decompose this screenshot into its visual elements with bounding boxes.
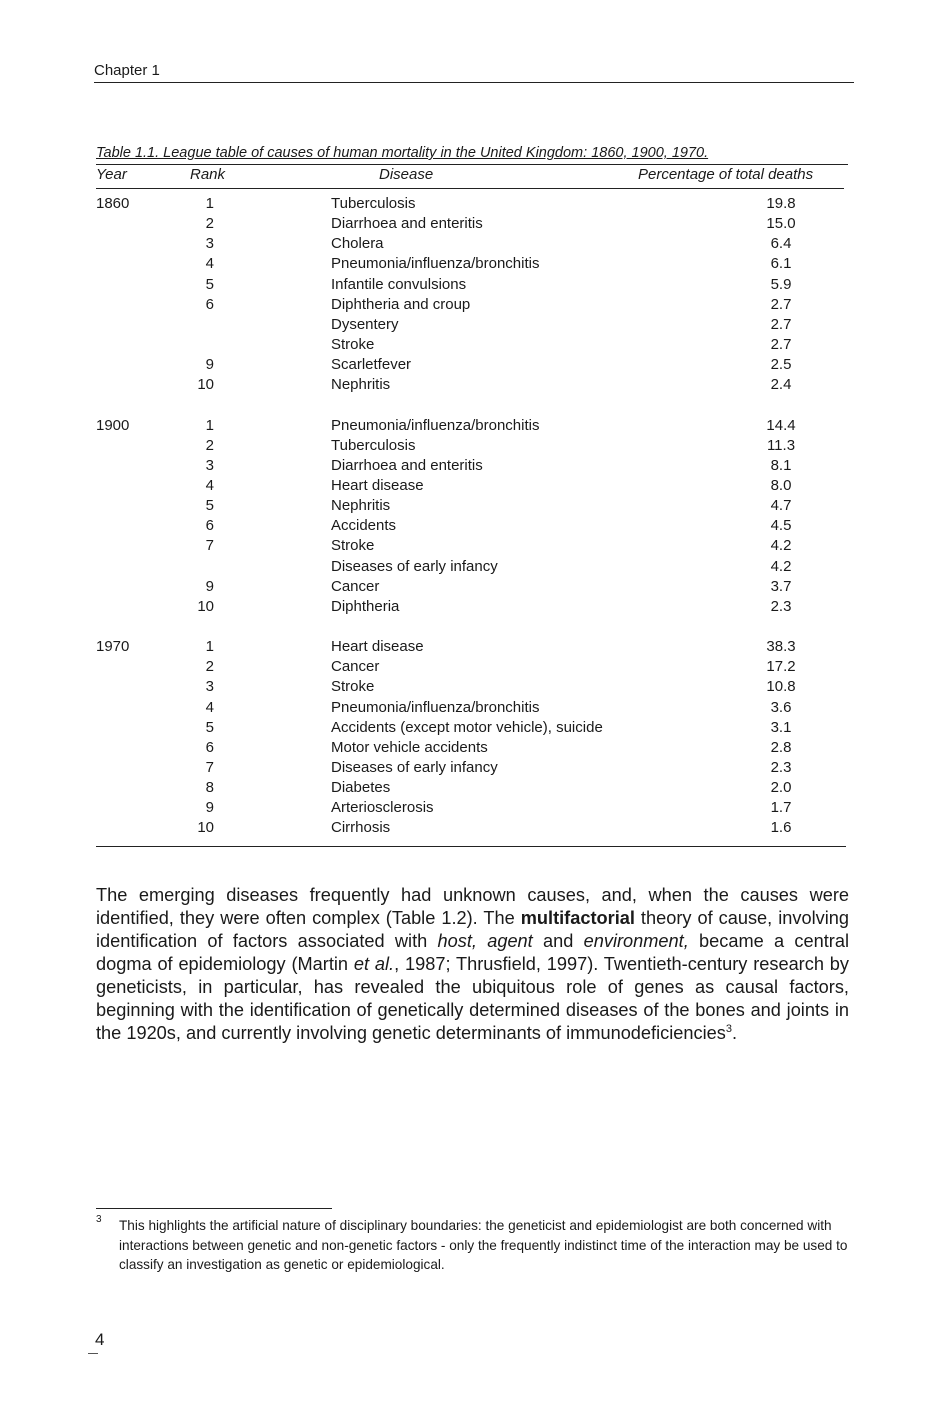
cell-disease: Arteriosclerosis — [331, 799, 434, 817]
cell-percentage: 3.1 — [770, 718, 792, 736]
cell-disease: Nephritis — [331, 376, 391, 394]
table-row — [96, 375, 844, 395]
table-row — [96, 718, 844, 738]
cell-disease: Diarrhoea and enteritis — [331, 456, 483, 474]
page-number: 4 — [95, 1330, 105, 1349]
cell-disease: Diabetes — [331, 779, 391, 797]
footnote-mark: 3 — [96, 1214, 102, 1225]
cell-percentage: 2.5 — [770, 356, 792, 374]
cell-percentage: 2.7 — [770, 295, 792, 313]
table-row — [96, 416, 844, 436]
bold-term: multifactorial — [520, 908, 635, 928]
table-row — [96, 758, 844, 778]
col-header-percentage: Percentage of total deaths — [638, 166, 814, 183]
cell-rank: 3 — [205, 235, 214, 253]
cell-disease: Diphtheria — [331, 597, 400, 615]
cell-percentage: 3.7 — [770, 577, 792, 595]
cell-rank: 4 — [205, 255, 214, 273]
cell-disease: Diarrhoea and enteritis — [331, 215, 483, 233]
cell-rank: 8 — [205, 779, 214, 797]
cell-rank: 9 — [205, 799, 214, 817]
cell-rank: 2 — [205, 215, 214, 233]
cell-disease: Diseases of early infancy — [331, 758, 498, 776]
cell-rank: 6 — [205, 517, 214, 535]
col-header-rank: Rank — [190, 166, 226, 183]
table-row — [96, 698, 844, 718]
cell-rank: 10 — [197, 819, 214, 837]
chapter-label: Chapter 1 — [94, 62, 160, 79]
cell-rank: 9 — [205, 356, 214, 374]
cell-disease: Cancer — [331, 577, 380, 595]
cell-disease: Infantile convulsions — [331, 275, 467, 293]
cell-disease: Cirrhosis — [331, 819, 391, 837]
cell-percentage: 4.7 — [770, 497, 792, 515]
cell-year: 1970 — [96, 638, 130, 656]
cell-percentage: 1.6 — [770, 819, 792, 837]
table-body — [96, 194, 844, 839]
cell-percentage: 19.8 — [766, 195, 796, 212]
group-spacer — [96, 617, 844, 637]
cell-rank: 2 — [205, 658, 214, 676]
cell-disease: Tuberculosis — [331, 436, 416, 454]
cell-year: 1860 — [96, 195, 130, 212]
table-row — [96, 536, 844, 556]
cell-percentage: 2.7 — [770, 315, 792, 333]
cell-rank: 4 — [205, 698, 214, 716]
cell-disease: Pneumonia/influenza/bronchitis — [331, 255, 540, 273]
table-row — [96, 234, 844, 254]
cell-percentage: 15.0 — [766, 215, 796, 233]
col-header-disease: Disease — [379, 166, 434, 183]
cell-rank: 2 — [205, 436, 214, 454]
footnote-rule — [96, 1208, 332, 1209]
cell-percentage: 38.3 — [766, 638, 796, 656]
table-row — [96, 657, 844, 677]
table-bottom-rule — [96, 846, 846, 847]
table-row — [96, 496, 844, 516]
cell-percentage: 4.2 — [770, 537, 792, 555]
table-row — [96, 677, 844, 697]
cell-percentage: 4.5 — [770, 517, 792, 535]
cell-rank: 7 — [205, 758, 214, 776]
cell-rank: 1 — [205, 195, 214, 212]
table-row — [96, 476, 844, 496]
cell-percentage: 2.3 — [770, 597, 792, 615]
cell-disease: Diseases of early infancy — [331, 557, 498, 575]
table-row — [96, 194, 844, 214]
table-header-rule — [96, 188, 844, 189]
table-caption-text: Table 1.1. League table of causes of human mortality in the United Kingdom: 1860, 1900, 1970. — [96, 145, 709, 161]
text-run: and — [532, 931, 584, 951]
cell-rank: 3 — [205, 678, 214, 696]
table-row — [96, 275, 844, 295]
table-caption — [96, 145, 836, 161]
cell-rank: 5 — [205, 275, 214, 293]
cell-rank: 1 — [205, 416, 214, 434]
cell-disease: Diphtheria and croup — [331, 295, 471, 313]
cell-percentage: 6.4 — [770, 235, 792, 253]
cell-disease: Pneumonia/influenza/bronchitis — [331, 698, 540, 716]
text-run: , 1987; Thrusfield, 1997). Twentieth-century research by geneticists, in particular, has revealed the ubiquitous role of genes as causal factors, beginning with the identification of genetically determined diseases of the bones and joints in the 1920s, and currently involving genetic determinants of immunodeficiencies — [96, 954, 849, 1043]
cell-disease: Tuberculosis — [331, 195, 416, 212]
cell-disease: Heart disease — [331, 476, 424, 494]
cell-rank: 9 — [205, 577, 214, 595]
cell-disease: Dysentery — [331, 315, 399, 333]
cell-rank: 6 — [205, 738, 214, 756]
cell-percentage: 2.7 — [770, 335, 792, 353]
cell-rank: 5 — [205, 718, 214, 736]
table-row — [96, 597, 844, 617]
table-row — [96, 637, 844, 657]
table-row — [96, 254, 844, 274]
cell-disease: Cancer — [331, 658, 380, 676]
cell-percentage: 2.3 — [770, 758, 792, 776]
cell-disease: Motor vehicle accidents — [331, 738, 488, 756]
text-run: theory of cause, involving identification of factors associated with — [96, 908, 849, 951]
col-header-year: Year — [96, 166, 127, 183]
cell-rank: 1 — [205, 638, 214, 656]
table-row — [96, 335, 844, 355]
cell-disease: Accidents — [331, 517, 397, 535]
cell-percentage: 4.2 — [770, 557, 792, 575]
cell-year: 1900 — [96, 416, 130, 434]
italic-term: environment, — [583, 931, 689, 951]
table-row — [96, 557, 844, 577]
table-row — [96, 214, 844, 234]
cell-percentage: 2.8 — [770, 738, 792, 756]
cell-percentage: 11.3 — [766, 436, 796, 454]
cell-percentage: 2.0 — [770, 779, 792, 797]
table-row — [96, 798, 844, 818]
cell-percentage: 5.9 — [770, 275, 792, 293]
cell-percentage: 8.1 — [770, 456, 792, 474]
body-paragraph — [96, 884, 849, 1045]
cell-rank: 4 — [205, 476, 214, 494]
cell-percentage: 8.0 — [770, 476, 792, 494]
cell-percentage: 2.4 — [770, 376, 792, 394]
table-row — [96, 355, 844, 375]
table-row — [96, 818, 844, 838]
table-row — [96, 436, 844, 456]
cell-percentage: 14.4 — [766, 416, 796, 434]
text-run: The emerging diseases frequently had unknown causes, and, when the causes were identified, they were often complex (Table 1.2). The — [96, 885, 849, 928]
cell-percentage: 1.7 — [770, 799, 792, 817]
cell-disease: Stroke — [331, 537, 375, 555]
cell-disease: Nephritis — [331, 497, 391, 515]
italic-term: host, agent — [437, 931, 533, 951]
text-run: became a central dogma of epidemiology (Martin — [96, 931, 849, 974]
cell-rank: 5 — [205, 497, 214, 515]
table-row — [96, 315, 844, 335]
cell-disease: Cholera — [331, 235, 384, 253]
cell-rank: 3 — [205, 456, 214, 474]
cell-percentage: 10.8 — [766, 678, 796, 696]
page-number-mark — [88, 1353, 98, 1354]
cell-rank: 6 — [205, 295, 214, 313]
cell-rank: 7 — [205, 537, 214, 555]
cell-rank: 10 — [197, 376, 214, 394]
running-header — [94, 60, 854, 83]
italic-term: et al. — [353, 954, 395, 974]
cell-disease: Scarletfever — [331, 356, 412, 374]
group-spacer — [96, 395, 844, 415]
cell-disease: Heart disease — [331, 638, 424, 656]
table-row — [96, 738, 844, 758]
cell-disease: Stroke — [331, 678, 375, 696]
cell-percentage: 3.6 — [770, 698, 792, 716]
footnote-ref[interactable]: 3 — [725, 1022, 732, 1035]
table-row — [96, 778, 844, 798]
table-row — [96, 456, 844, 476]
text-run: . — [731, 1023, 738, 1043]
footnote-text: This highlights the artificial nature of disciplinary boundaries: the geneticist and epidemiologist are both concerned with interactions between genetic and non-genetic factors - only the frequently indistinct time of the interaction may be used to classify an investigation as genetic or epidemiological. — [119, 1218, 848, 1272]
table-row — [96, 295, 844, 315]
cell-disease: Stroke — [331, 335, 375, 353]
cell-percentage: 6.1 — [770, 255, 792, 273]
cell-percentage: 17.2 — [766, 658, 796, 676]
cell-disease: Accidents (except motor vehicle), suicide — [331, 718, 603, 736]
cell-disease: Pneumonia/influenza/bronchitis — [331, 416, 540, 434]
table-row — [96, 577, 844, 597]
table-row — [96, 516, 844, 536]
table-top-rule — [96, 164, 848, 165]
cell-rank: 10 — [197, 597, 214, 615]
